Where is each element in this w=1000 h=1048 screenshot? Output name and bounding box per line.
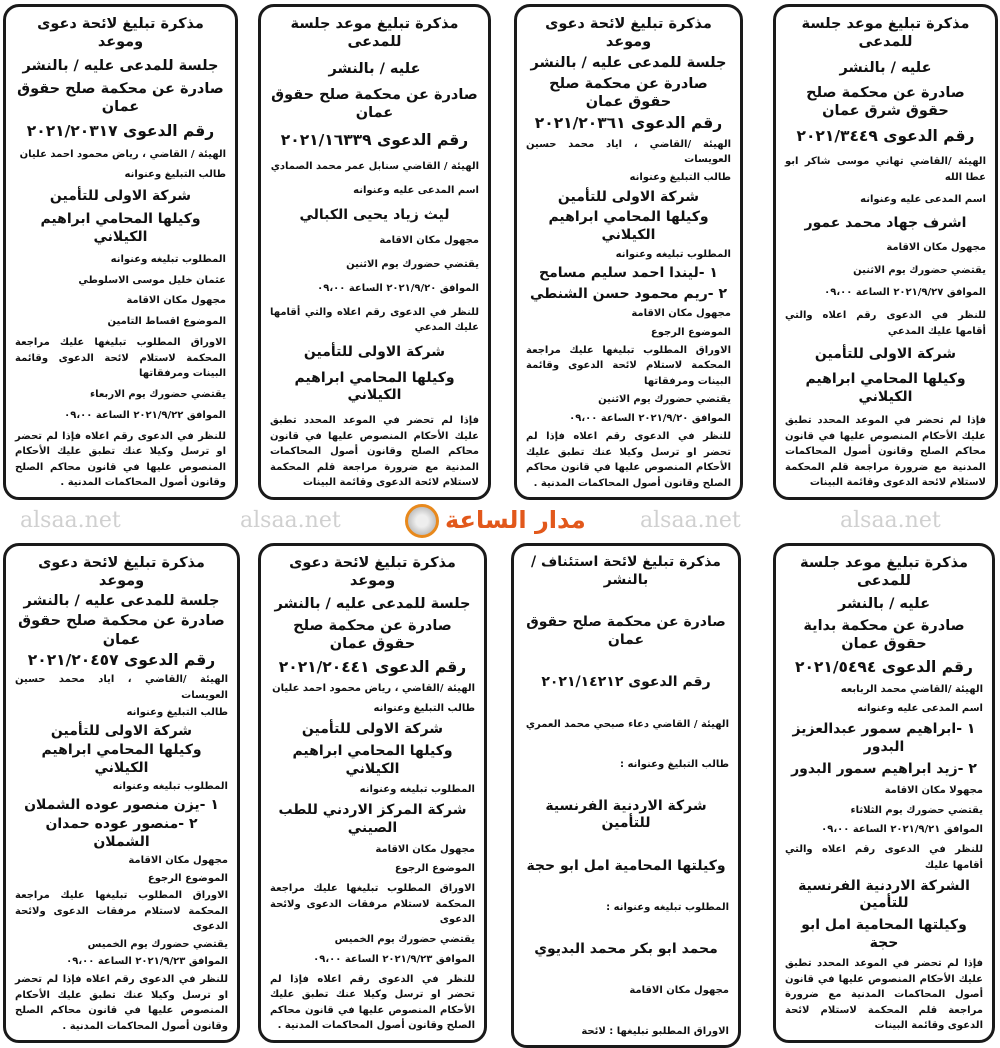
notice-body-line: طالب التبليغ وعنوانه : [620,759,729,770]
watermark: alsaa.net [240,508,341,533]
notice-name-line: وكيلها المحامي ابراهيم الكيلاني [805,371,966,405]
notice-body-line: الهيئة /القاضي محمد الربابعه [840,683,983,695]
notice-body-line: مجهولا مكان الاقامة [884,784,983,796]
notice-name-line: ليث زياد يحيى الكبالي [299,206,450,223]
notice-body-line: يقتضي حضورك يوم الاثنين [853,264,986,276]
notice-title-line: جلسة للمدعى عليه / بالنشر [23,593,220,610]
notice-body-line: للنظر في الدعوى رقم اعلاه فإذا لم تحضر او ترسل وكيلا عنك تطبق عليك الأحكام المنصوص عليها في قانون محاكم الصلح وقانون أصول المحاكمات المدنية . [15,430,226,489]
notice-body-line: للنظر في الدعوى رقم اعلاه فإذا لم تحضر او ترسل وكيلا عنك تطبق عليك الأحكام المنصوص عليها في قانون محاكم الصلح وقانون أصول المحاكمات المدنية . [15,974,228,1032]
notice-name-line: وكيلها المحامي ابراهيم الكيلاني [548,209,709,243]
notice-name-line: شركة المركز الاردني للطب الصيني [278,802,467,836]
notice-body-line: مجهول مكان الاقامة [629,985,729,996]
notice-name-line: ١ -ليندا احمد سليم مسامح [539,265,718,282]
notice-name-line: شركة الاولى للتأمين [814,346,957,363]
notice-title-line: مذكرة تبليغ موعد جلسة للمدعى [290,16,459,51]
notice-name-line: شركة الاردنية الفرنسية للتأمين [545,797,707,831]
court-notice [3,543,240,1043]
notice-case-line: رقم الدعوى ٢٠٢١/٢٠٤٤١ [278,657,467,676]
notice-body-line: المطلوب تبليغه وعنوانه [110,253,226,265]
court-notice [3,4,238,500]
notice-body-line: يقتضي حضورك يوم الخميس [87,938,228,950]
clock-icon [405,504,439,538]
notice-body-line: مجهول مكان الاقامة [375,843,475,855]
notice-body-line: الموافق ٢٠٢١/٩/٢١ الساعة ٠٩،٠٠ [821,824,983,836]
notice-title-line: مذكرة تبليغ لائحة استئناف / بالنشر [531,554,721,588]
notice-body-line: يقتضي حضورك يوم الاربعاء [90,389,226,401]
notice-title-line: صادرة عن محكمة صلح حقوق عمان [271,87,478,122]
notice-body-line: يقتضي حضورك يوم الاثنين [598,394,731,406]
notice-title-line: صادرة عن محكمة صلح حقوق عمان [18,613,225,648]
notice-body-line: الهيئة /القاضي ، رياض محمود احمد عليان [272,683,475,695]
notice-title-line: صادرة عن محكمة صلح حقوق عمان [17,81,224,116]
notice-title-line: مذكرة تبليغ لائحة دعوى وموعد [545,16,712,51]
notice-title-line: جلسة للمدعى عليه / بالنشر [22,57,219,74]
notice-body-line: الموضوع الرجوع [147,872,228,884]
notice-title-line: مذكرة تبليغ لائحة دعوى وموعد [38,555,205,590]
notice-name-line: ١ -ابراهيم سمور عبدالعزيز البدور [792,721,976,755]
notice-name-line: شركة الاولى للتأمين [303,343,446,360]
notice-body-line: الاوراق المطلبو تبليغها : لائحة [581,1025,729,1037]
notice-case-line: رقم الدعوى ٢٠٢١/٥٤٩٤ [795,657,973,676]
notice-body-line: الموافق ٢٠٢١/٩/٢٣ الساعة ٠٩،٠٠ [313,954,475,966]
notice-name-line: وكيلها المحامي ابراهيم الكيلاني [294,369,455,404]
court-notice [773,4,998,500]
notice-body-line: اسم المدعى عليه وعنوانه [860,194,986,206]
notice-body-line: للنظر في الدعوى رقم اعلاه والتي أقامها عليك المدعي [785,310,986,337]
court-notice [773,543,995,1043]
notice-name-line: اشرف جهاد محمد عمور [804,215,967,232]
notice-title-line: صادرة عن محكمة صلح حقوق عمان [549,76,708,111]
logo-text: مدار الساعة [445,506,586,534]
notice-body-line: يقتضي حضورك يوم الخميس [334,934,475,946]
notice-title-line: صادرة عن محكمة صلح حقوق عمان [293,618,452,653]
notice-name-line: شركة الاولى للتأمين [301,721,444,738]
notice-title-line: مذكرة تبليغ موعد جلسة للمدعى [800,555,968,590]
notice-body-line: الموافق ٢٠٢١/٩/٢٠ الساعة ٠٩،٠٠ [317,282,479,294]
notice-body-line: مجهول مكان الاقامة [128,855,228,867]
notice-body-line: المطلوب تبليغه وعنوانه [112,781,228,793]
notice-case-line: رقم الدعوى ٢٠٢١/٢٠٣٦١ [534,114,723,133]
notice-body-line: الاوراق المطلوب تبليغها عليك مراجعة المحكمة لاستلام لائحة الدعوى وقائمة البينات ومرفقاتها [526,344,731,387]
notice-body-line: فإذا لم تحضر في الموعد المحدد تطبق عليك الأحكام المنصوص عليها في قانون محاكم الصلح وقانون أصول المحاكمات المدنية مع ضرورة مراجعة قلم المحكمة لاستلام لائحة الدعوى وقائمة البينات [785,415,986,489]
notice-title-line: عليه / بالنشر [839,59,932,76]
notice-body-line: مجهول مكان الاقامة [379,234,479,246]
notice-case-line: رقم الدعوى ٢٠٢١/٣٤٤٩ [796,127,975,146]
notice-name-line: محمد ابو بكر محمد البديوي [534,940,718,957]
notice-body-line: الهيئة / القاضي سنابل عمر محمد الصمادي [270,160,479,172]
court-notice [258,4,491,500]
notice-body-line: يقتضي حضورك يوم الثلاثاء [850,804,983,816]
notice-name-line: الشركة الاردنية الفرنسية للتأمين [798,877,970,912]
notice-title-line: جلسة للمدعى عليه / بالنشر [530,55,727,72]
notice-name-line: وكيلها المحامي ابراهيم الكيلاني [292,743,453,777]
notice-body-line: الهيئة / القاضي ، رياض محمود احمد عليان [19,148,226,160]
notice-body-line: الهيئة /القاضي تهاني موسى شاكر ابو عطا الله [785,156,986,183]
notice-name-line: ٢ -زيد ابراهيم سمور البدور [791,760,977,777]
notice-body-line: الموافق ٢٠٢١/٩/٢٢ الساعة ٠٩،٠٠ [64,409,226,421]
notice-name-line: وكيلها المحامي ابراهيم الكيلاني [40,211,201,245]
court-notice [511,543,741,1048]
notice-body-line: الهيئة /القاضي ، اياد محمد حسين العويسات [15,674,228,701]
notice-title-line: مذكرة تبليغ لائحة دعوى وموعد [289,555,456,590]
notice-body-line: الموضوع الرجوع [650,326,731,338]
notice-name-line: وكيلها المحامي ابراهيم الكيلاني [41,742,202,776]
notice-body-line: الاوراق المطلوب تبليغها عليك مراجعة المحكمة لاستلام مرفقات الدعوى ولائحة الدعوى [15,890,228,933]
notice-title-line: صادرة عن محكمة بداية حقوق عمان [803,618,965,653]
notice-name-line: شركة الاولى للتأمين [557,188,700,205]
notice-body-line: الموضوع الرجوع [394,863,475,875]
court-notice [258,543,487,1043]
notice-title-line: مذكرة تبليغ موعد جلسة للمدعى [801,16,970,51]
notice-title-line: صادرة عن محكمة صلح حقوق عمان [526,614,726,648]
notice-body-line: الهيئة /القاضي ، اياد محمد حسين العويسات [526,138,731,165]
notice-body-line: فإذا لم تحضر في الموعد المحدد تطبق عليك الأحكام المنصوص عليها في قانون محاكم الصلح وقانون أصول المحاكمات المدنية مع ضرورة مراجعة قلم المحكمة لاستلام لائحة الدعوى وقائمة البينات [270,415,479,489]
notice-name-line: ٢ -منصور عوده حمدان الشملان [45,816,198,850]
notice-name-line: شركة الاولى للتأمين [50,722,193,739]
notice-case-line: رقم الدعوى ٢٠٢١/٢٠٣١٧ [26,121,215,140]
notice-title-line: مذكرة تبليغ لائحة دعوى وموعد [37,16,204,51]
site-logo [405,503,595,539]
notice-title-line: عليه / بالنشر [838,595,930,612]
notice-name-line: شركة الاولى للتأمين [49,188,192,205]
notice-name-line: ٢ -ريم محمود حسن الشنطي [529,285,727,302]
notice-body-line: الموافق ٢٠٢١/٩/٢٧ الساعة ٠٩،٠٠ [824,287,986,299]
notice-body-line: اسم المدعى عليه وعنوانه [353,184,479,196]
notice-name-line: ١ -يزن منصور عوده الشملان [24,796,219,813]
watermark: alsaa.net [840,508,941,533]
notice-body-line: اسم المدعى عليه وعنوانه [857,703,983,715]
notice-name-line: وكيلتها المحامية امل ابو حجة [801,917,967,951]
notice-name-line: وكيلتها المحامية امل ابو حجة [526,857,726,874]
notice-body-line: عثمان خليل موسى الاسلوطي [78,274,226,286]
watermark: alsaa.net [20,508,121,533]
notice-body-line: للنظر في الدعوى رقم اعلاه فإذا لم تحضر او ترسل وكيلا عنك تطبق عليك الأحكام المنصوص عليها في قانون محاكم الصلح وقانون أصول المحاكمات المدنية . [270,973,475,1032]
notice-body-line: الموافق ٢٠٢١/٩/٢٠ الساعة ٠٩،٠٠ [569,412,731,424]
notice-body-line: للنظر في الدعوى رقم اعلاه والتي أقامها عليك المدعي [270,306,479,334]
notice-case-line: رقم الدعوى ٢٠٢١/٢٠٤٥٧ [27,650,216,669]
notice-body-line: طالب التبليغ وعنوانه [373,703,475,715]
notice-body-line: فإذا لم تحضر في الموعد المحدد تطبق عليك الأحكام المنصوص عليها في قانون أصول المحاكمات المدنية مع ضرورة مراجعة قلم المحكمة لاستلام لائحة الدعوى وقائمة البينات [785,958,983,1032]
notice-body-line: المطلوب تبليغه وعنوانه [615,249,731,260]
notice-case-line: رقم الدعوى ٢٠٢١/١٦٣٣٩ [280,130,469,149]
notice-body-line: الهيئة / القاضي دعاء صبحي محمد العمري [525,718,729,730]
notice-body-line: الموافق ٢٠٢١/٩/٢٣ الساعة ٠٩،٠٠ [66,956,228,968]
notice-body-line: الاوراق المطلوب تبليغها عليك مراجعة المحكمة لاستلام لائحة الدعوى وقائمة البينات ومرفقاتها [15,337,226,380]
notice-body-line: الموضوع اقساط التامين [107,316,226,328]
notice-title-line: جلسة للمدعى عليه / بالنشر [274,595,471,612]
watermark: alsaa.net [640,508,741,533]
notice-body-line: المطلوب تبليغه وعنوانه [359,784,475,796]
notice-body-line: المطلوب تبليغه وعنوانه : [606,902,729,913]
notice-body-line: طالب التبليغ وعنوانه [124,169,226,181]
notice-title-line: صادرة عن محكمة صلح حقوق شرق عمان [806,84,965,120]
notice-case-line: رقم الدعوى ٢٠٢١/١٤٢١٢ [541,674,711,690]
notice-body-line: يقتضي حضورك يوم الاثنين [346,258,479,270]
court-notice [514,4,743,500]
notice-body-line: للنظر في الدعوى رقم اعلاه والتي أقامها عليك [785,844,983,871]
notice-body-line: مجهول مكان الاقامة [126,295,226,307]
notice-body-line: للنظر في الدعوى رقم اعلاه فإذا لم تحضر او ترسل وكيلا عنك تطبق عليك الأحكام المنصوص عليها في قانون محاكم الصلح وقانون أصول المحاكمات المدنية . [526,431,731,489]
notice-body-line: طالب التبليغ وعنوانه [126,707,228,719]
notice-title-line: عليه / بالنشر [328,60,421,77]
notice-body-line: مجهول مكان الاقامة [631,308,731,320]
notice-body-line: طالب التبليغ وعنوانه [629,172,731,184]
notice-body-line: الاوراق المطلوب تبليغها عليك مراجعة المحكمة لاستلام مرفقات الدعوى ولائحة الدعوى [270,883,475,926]
notice-body-line: مجهول مكان الاقامة [886,241,986,253]
